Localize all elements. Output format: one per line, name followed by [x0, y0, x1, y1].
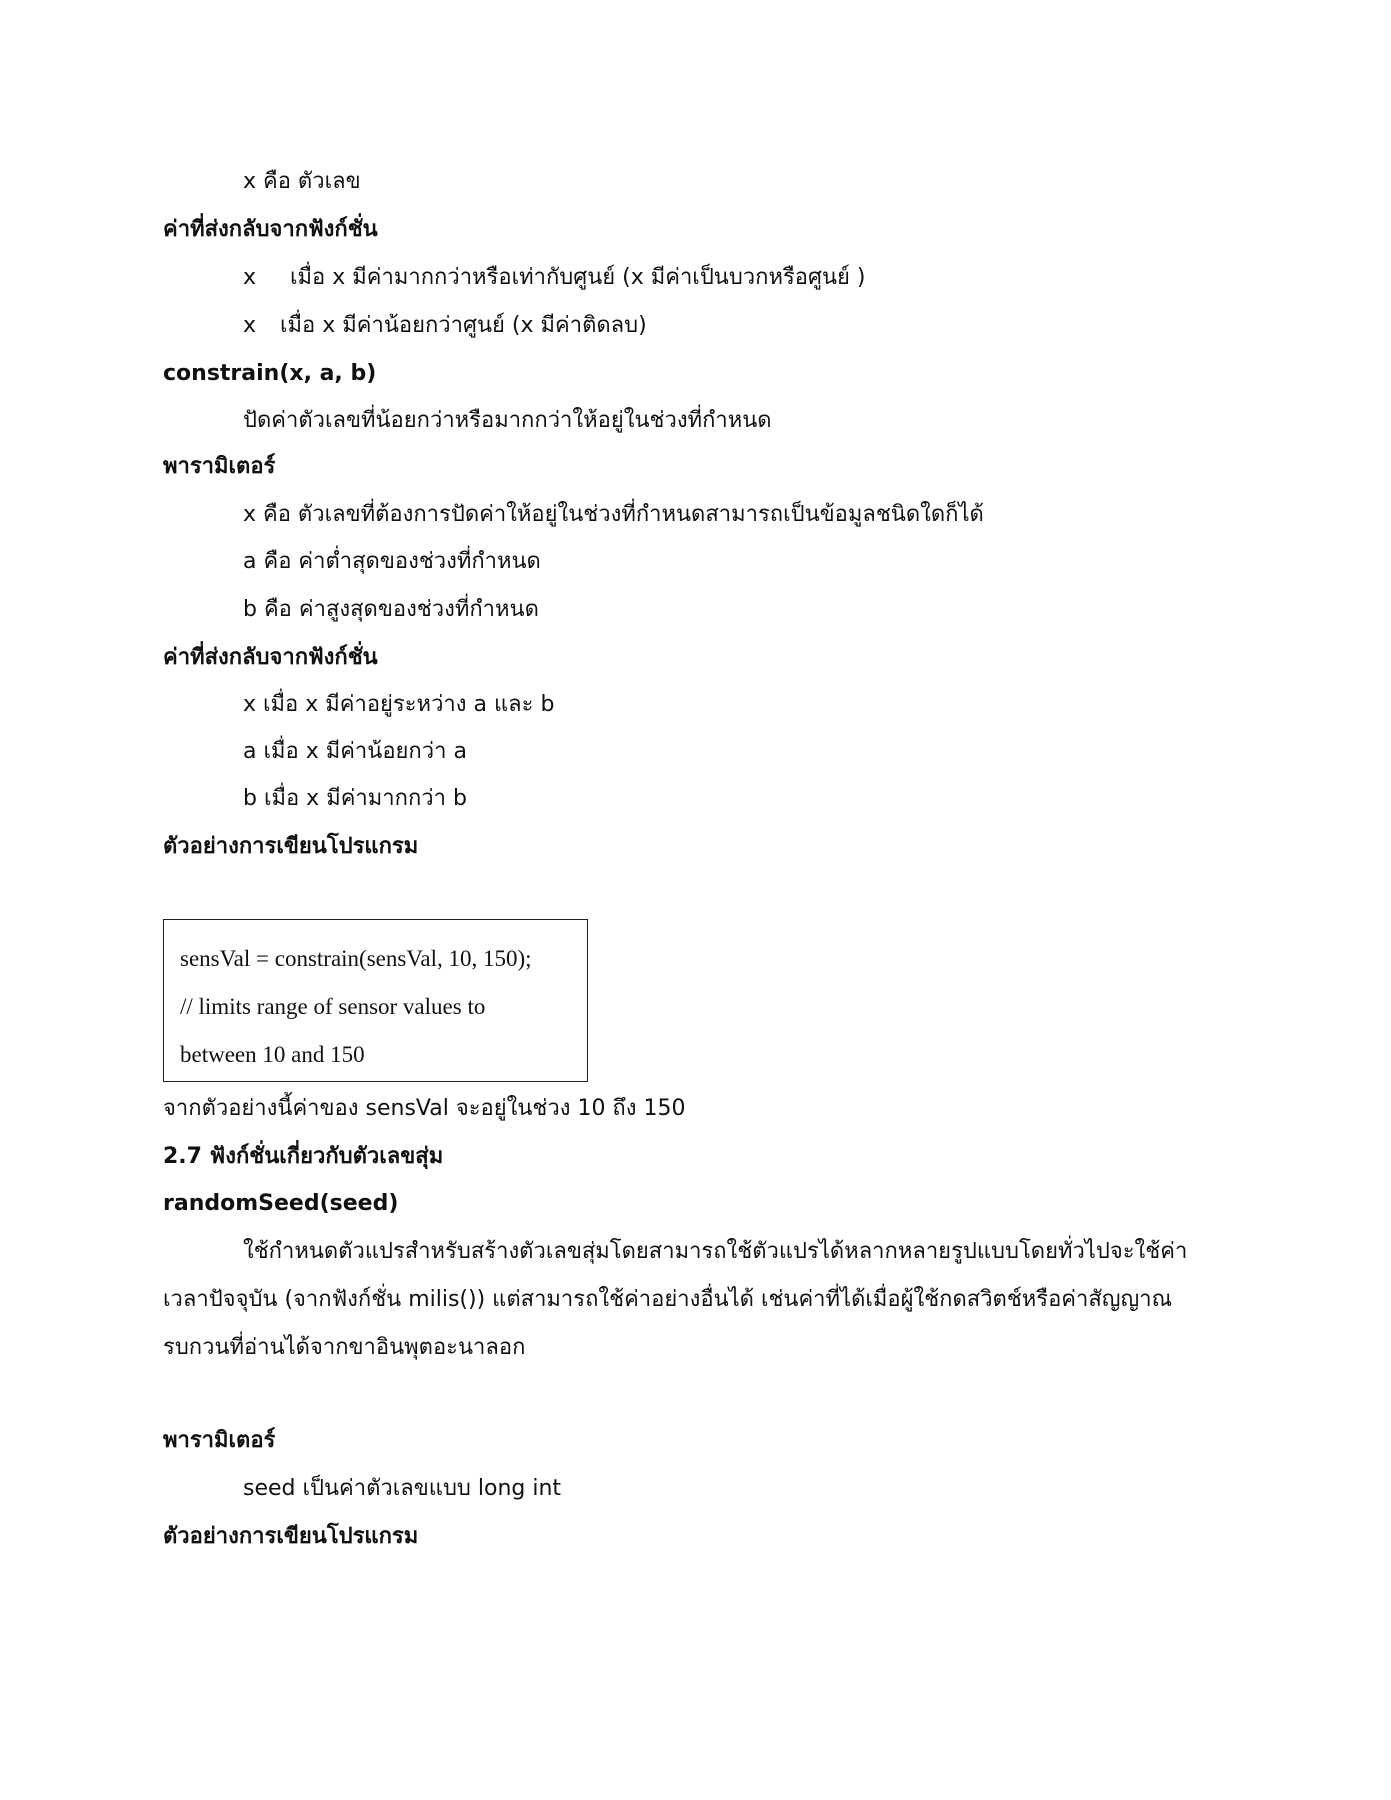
parameter-item: b คือ ค่าสูงสุดของช่วงที่กำหนด — [243, 597, 539, 622]
return-condition: เมื่อ x มีค่าน้อยกว่าศูนย์ (x มีค่าติดลบ) — [280, 313, 647, 338]
example-heading: ตัวอย่างการเขียนโปรแกรม — [163, 834, 419, 859]
code-line: between 10 and 150 — [180, 1042, 365, 1067]
parameter-item: x คือ ตัวเลขที่ต้องการปัดค่าให้อยู่ในช่วงที่กำหนดสามารถเป็นข้อมูลชนิดใดก็ได้ — [243, 502, 984, 527]
example-result: จากตัวอย่างนี้ค่าของ sensVal จะอยู่ในช่วง 10 ถึง 150 — [163, 1096, 686, 1121]
return-item: x เมื่อ x มีค่าอยู่ระหว่าง a และ b — [243, 692, 555, 717]
function-title: randomSeed(seed) — [163, 1191, 399, 1216]
return-item — [243, 263, 865, 293]
code-line: sensVal = constrain(sensVal, 10, 150); — [180, 946, 532, 971]
function-description: ใช้กำหนดตัวแปรสำหรับสร้างตัวเลขสุ่มโดยสามารถใช้ตัวแปรได้หลากหลายรูปแบบโดยทั่วไปจะใช้ค่าเวลาปัจจุบัน (จากฟังก์ชั่น milis()) แต่สามารถใช้ค่าอย่างอื่นได้ เช่นค่าที่ได้เมื่อผู้ใช้กดสวิตช์หรือค่าสัญญาณรบกวนที่อ่านได้จากขาอินพุตอะนาลอก — [163, 1239, 1188, 1360]
parameter-item: seed เป็นค่าตัวเลขแบบ long int — [243, 1476, 562, 1501]
param-x-desc: x คือ ตัวเลข — [243, 169, 361, 194]
function-description: ปัดค่าตัวเลขที่น้อยกว่าหรือมากกว่าให้อยู่ในช่วงที่กำหนด — [243, 408, 772, 433]
return-condition: เมื่อ x มีค่ามากกว่าหรือเท่ากับศูนย์ (x มีค่าเป็นบวกหรือศูนย์ ) — [290, 265, 866, 290]
example-heading: ตัวอย่างการเขียนโปรแกรม — [163, 1524, 419, 1549]
section-heading: 2.7 ฟังก์ชั่นเกี่ยวกับตัวเลขสุ่ม — [163, 1144, 444, 1169]
return-item — [243, 311, 647, 341]
return-item: a เมื่อ x มีค่าน้อยกว่า a — [243, 739, 467, 764]
code-example-box — [163, 919, 588, 1082]
return-value: x — [243, 313, 257, 338]
return-heading: ค่าที่ส่งกลับจากฟังก์ชั่น — [163, 645, 378, 670]
code-line: // limits range of sensor values to — [180, 994, 486, 1019]
parameter-item: a คือ ค่าต่ำสุดของช่วงที่กำหนด — [243, 549, 541, 574]
parameter-heading: พารามิเตอร์ — [163, 454, 276, 479]
function-title: constrain(x, a, b) — [163, 361, 377, 386]
return-heading: ค่าที่ส่งกลับจากฟังก์ชั่น — [163, 217, 378, 242]
return-item: b เมื่อ x มีค่ามากกว่า b — [243, 786, 467, 811]
parameter-heading: พารามิเตอร์ — [163, 1428, 276, 1453]
return-value: x — [243, 265, 257, 290]
